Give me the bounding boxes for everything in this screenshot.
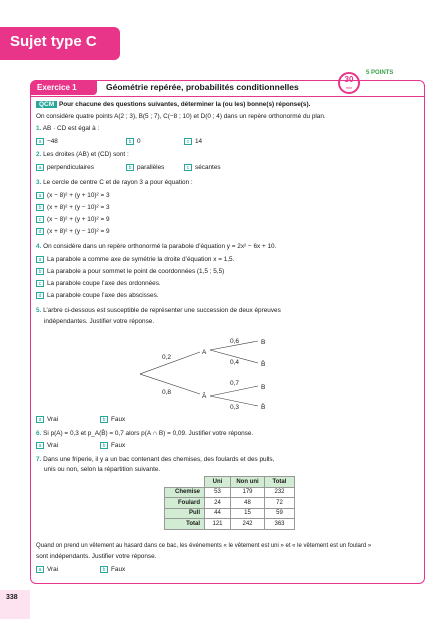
- q6-answer-a: Vrai: [47, 442, 59, 450]
- q4-option-d[interactable]: [36, 292, 159, 299]
- q7-text-line2: unis ou non, selon la répartition suivante.: [44, 466, 161, 473]
- q7-conclusion-line2: sont indépendants. Justifier votre réponse.: [36, 553, 157, 560]
- node-a: A: [202, 349, 207, 356]
- col-header-non-uni: Non uni: [231, 477, 265, 488]
- node-a-b: B: [261, 339, 266, 346]
- table-cell: 59: [265, 508, 295, 519]
- option-letter: b: [126, 164, 134, 171]
- q6-stem: [36, 430, 253, 437]
- clothing-table: [164, 476, 295, 530]
- q2-answer-c: sécantes: [195, 164, 221, 172]
- q2-text: Les droites (AB) et (CD) sont :: [43, 151, 129, 158]
- page-number: 338: [6, 594, 18, 601]
- q1-number: 1.: [36, 125, 42, 132]
- option-letter: a: [36, 442, 44, 449]
- option-letter: b: [100, 566, 108, 573]
- prob-a-b: 0,6: [230, 338, 240, 345]
- branch-abar-b: [210, 386, 258, 396]
- table-cell: 44: [205, 508, 231, 519]
- row-header: Chemise: [165, 487, 205, 498]
- q5-stem: [36, 307, 281, 314]
- q5-text: L’arbre ci-dessous est susceptible de représenter une succession de deux épreuves: [43, 307, 281, 314]
- table-cell: 24: [205, 498, 231, 509]
- q7-answer-b: Faux: [111, 566, 126, 574]
- table-cell: 53: [205, 487, 231, 498]
- table-cell: 179: [231, 487, 265, 498]
- table-cell: 232: [265, 487, 295, 498]
- probability-tree: [140, 336, 290, 414]
- q6-number: 6.: [36, 430, 42, 437]
- q6-text: Si p(A) = 0,3 et p_A(B̄) = 0,7 alors p(A ∩ B) = 0,09. Justifier votre réponse.: [43, 430, 254, 437]
- q3-number: 3.: [36, 179, 42, 186]
- table-cell: 242: [231, 519, 265, 530]
- col-header-uni: Uni: [205, 477, 231, 488]
- row-header: Pull: [165, 508, 205, 519]
- points-label: 5 POINTS: [366, 70, 394, 76]
- intro-context: On considère quatre points A(2 ; 3), B(5 ; 7), C(−8 ; 10) et D(0 ; 4) dans un repère orthonormé du plan.: [36, 113, 326, 120]
- banner: [0, 27, 120, 60]
- option-letter: a: [36, 566, 44, 573]
- table-row: [165, 498, 295, 509]
- q5-text-line2: indépendantes. Justifier votre réponse.: [44, 318, 155, 325]
- option-letter: b: [126, 138, 134, 145]
- q6-option-a[interactable]: [36, 442, 58, 449]
- option-letter: b: [36, 268, 44, 275]
- prob-abar-bbar: 0,3: [230, 404, 240, 411]
- prob-a: 0,2: [162, 354, 172, 361]
- q4-answer-a: La parabole a comme axe de symétrie la droite d’équation x = 1,5.: [47, 256, 235, 264]
- banner-title: Sujet type C: [10, 33, 97, 50]
- option-letter: b: [36, 204, 44, 211]
- timer-unit: min: [345, 85, 353, 90]
- q3-answer-c: (x − 8)² + (y + 10)² = 9: [47, 216, 110, 224]
- q3-answer-b: (x + 8)² + (y − 10)² = 3: [47, 204, 110, 212]
- option-letter: c: [184, 164, 192, 171]
- option-letter: d: [36, 292, 44, 299]
- q3-text: Le cercle de centre C et de rayon 3 a pour équation :: [43, 179, 193, 186]
- q1-option-b[interactable]: [126, 138, 141, 145]
- table-cell: 48: [231, 498, 265, 509]
- option-letter: b: [100, 442, 108, 449]
- qcm-tag: QCM: [36, 101, 57, 108]
- q7-stem: [36, 456, 274, 463]
- q1-answer-c: 14: [195, 138, 203, 146]
- intro-line: [36, 101, 310, 108]
- q6-option-b[interactable]: [100, 442, 125, 449]
- q2-option-a[interactable]: [36, 164, 94, 171]
- q6-answer-b: Faux: [111, 442, 126, 450]
- node-abar-bbar: B̄: [261, 404, 266, 411]
- table-corner: [165, 477, 205, 488]
- q1-option-c[interactable]: [184, 138, 202, 145]
- q1-answer-a: −48: [47, 138, 58, 146]
- q4-stem: [36, 243, 276, 250]
- q7-text: Dans une friperie, il y a un bac contenant des chemises, des foulards et des pulls,: [43, 456, 275, 463]
- q2-answer-a: perpendiculaires: [47, 164, 94, 172]
- intro-instruction: Pour chacune des questions suivantes, déterminer la (ou les) bonne(s) réponse(s).: [58, 101, 311, 108]
- q4-option-c[interactable]: [36, 280, 161, 287]
- q4-answer-c: La parabole coupe l’axe des ordonnées.: [47, 280, 161, 288]
- q2-option-b[interactable]: [126, 164, 164, 171]
- exercise-tag: Exercice 1: [31, 81, 97, 95]
- node-abar-b: B: [261, 384, 266, 391]
- option-letter: c: [36, 216, 44, 223]
- table-cell: 121: [205, 519, 231, 530]
- q5-answer-b: Faux: [111, 416, 126, 424]
- option-letter: a: [36, 256, 44, 263]
- prob-a-bbar: 0,4: [230, 359, 240, 366]
- q3-stem: [36, 179, 193, 186]
- exercise-title: Géométrie repérée, probabilités conditionnelles: [106, 82, 299, 92]
- table-cell: 15: [231, 508, 265, 519]
- q5-answer-a: Vrai: [47, 416, 59, 424]
- q2-answer-b: parallèles: [137, 164, 165, 172]
- q2-option-c[interactable]: [184, 164, 221, 171]
- q4-option-b[interactable]: [36, 268, 224, 275]
- prob-abar-b: 0,7: [230, 380, 240, 387]
- exercise-divider: [31, 96, 424, 97]
- table-cell: 363: [265, 519, 295, 530]
- q4-option-a[interactable]: [36, 256, 234, 263]
- q1-option-a[interactable]: [36, 138, 58, 145]
- option-letter: c: [184, 138, 192, 145]
- option-letter: a: [36, 138, 44, 145]
- q4-number: 4.: [36, 243, 42, 250]
- prob-abar: 0,8: [162, 389, 172, 396]
- q3-option-a[interactable]: [36, 192, 110, 199]
- q4-answer-d: La parabole coupe l’axe des abscisses.: [47, 292, 159, 300]
- row-header: Total: [165, 519, 205, 530]
- q7-option-b[interactable]: [100, 566, 125, 573]
- node-abar: Ā: [202, 393, 207, 400]
- q5-option-a[interactable]: [36, 416, 58, 423]
- table-header-row: [165, 477, 295, 488]
- table-row: [165, 508, 295, 519]
- table-row: [165, 487, 295, 498]
- q1-answer-b: 0: [137, 138, 141, 146]
- option-letter: a: [36, 416, 44, 423]
- q2-stem: [36, 151, 129, 158]
- option-letter: a: [36, 164, 44, 171]
- option-letter: c: [36, 280, 44, 287]
- option-letter: d: [36, 228, 44, 235]
- q2-number: 2.: [36, 151, 42, 158]
- col-header-total: Total: [265, 477, 295, 488]
- table-row: [165, 519, 295, 530]
- option-letter: a: [36, 192, 44, 199]
- q3-option-b[interactable]: [36, 204, 110, 211]
- q3-answer-d: (x + 8)² + (y − 10)² = 9: [47, 228, 110, 236]
- q5-number: 5.: [36, 307, 42, 314]
- row-header: Foulard: [165, 498, 205, 509]
- q3-option-c[interactable]: [36, 216, 110, 223]
- q1-stem: [36, 125, 99, 132]
- q7-number: 7.: [36, 456, 42, 463]
- q5-option-b[interactable]: [100, 416, 125, 423]
- table-cell: 72: [265, 498, 295, 509]
- q1-text: AB · CD est égal à :: [42, 125, 100, 132]
- q4-text: On considère dans un repère orthonormé la parabole d’équation y = 2x² − 6x + 10.: [43, 243, 277, 250]
- q7-option-a[interactable]: [36, 566, 58, 573]
- q3-option-d[interactable]: [36, 228, 110, 235]
- q4-answer-b: La parabole a pour sommet le point de coordonnées (1,5 ; 5,5): [47, 268, 225, 276]
- q3-answer-a: (x − 8)² + (y + 10)² = 3: [47, 192, 110, 200]
- node-a-bbar: B̄: [261, 361, 266, 368]
- option-letter: b: [100, 416, 108, 423]
- timer-value: 30: [344, 75, 354, 84]
- q7-conclusion: Quand on prend un vêtement au hasard dans ce bac, les événements « le vêtement est uni » et « le vêtement est un foulard »: [36, 543, 372, 549]
- q7-answer-a: Vrai: [47, 566, 59, 574]
